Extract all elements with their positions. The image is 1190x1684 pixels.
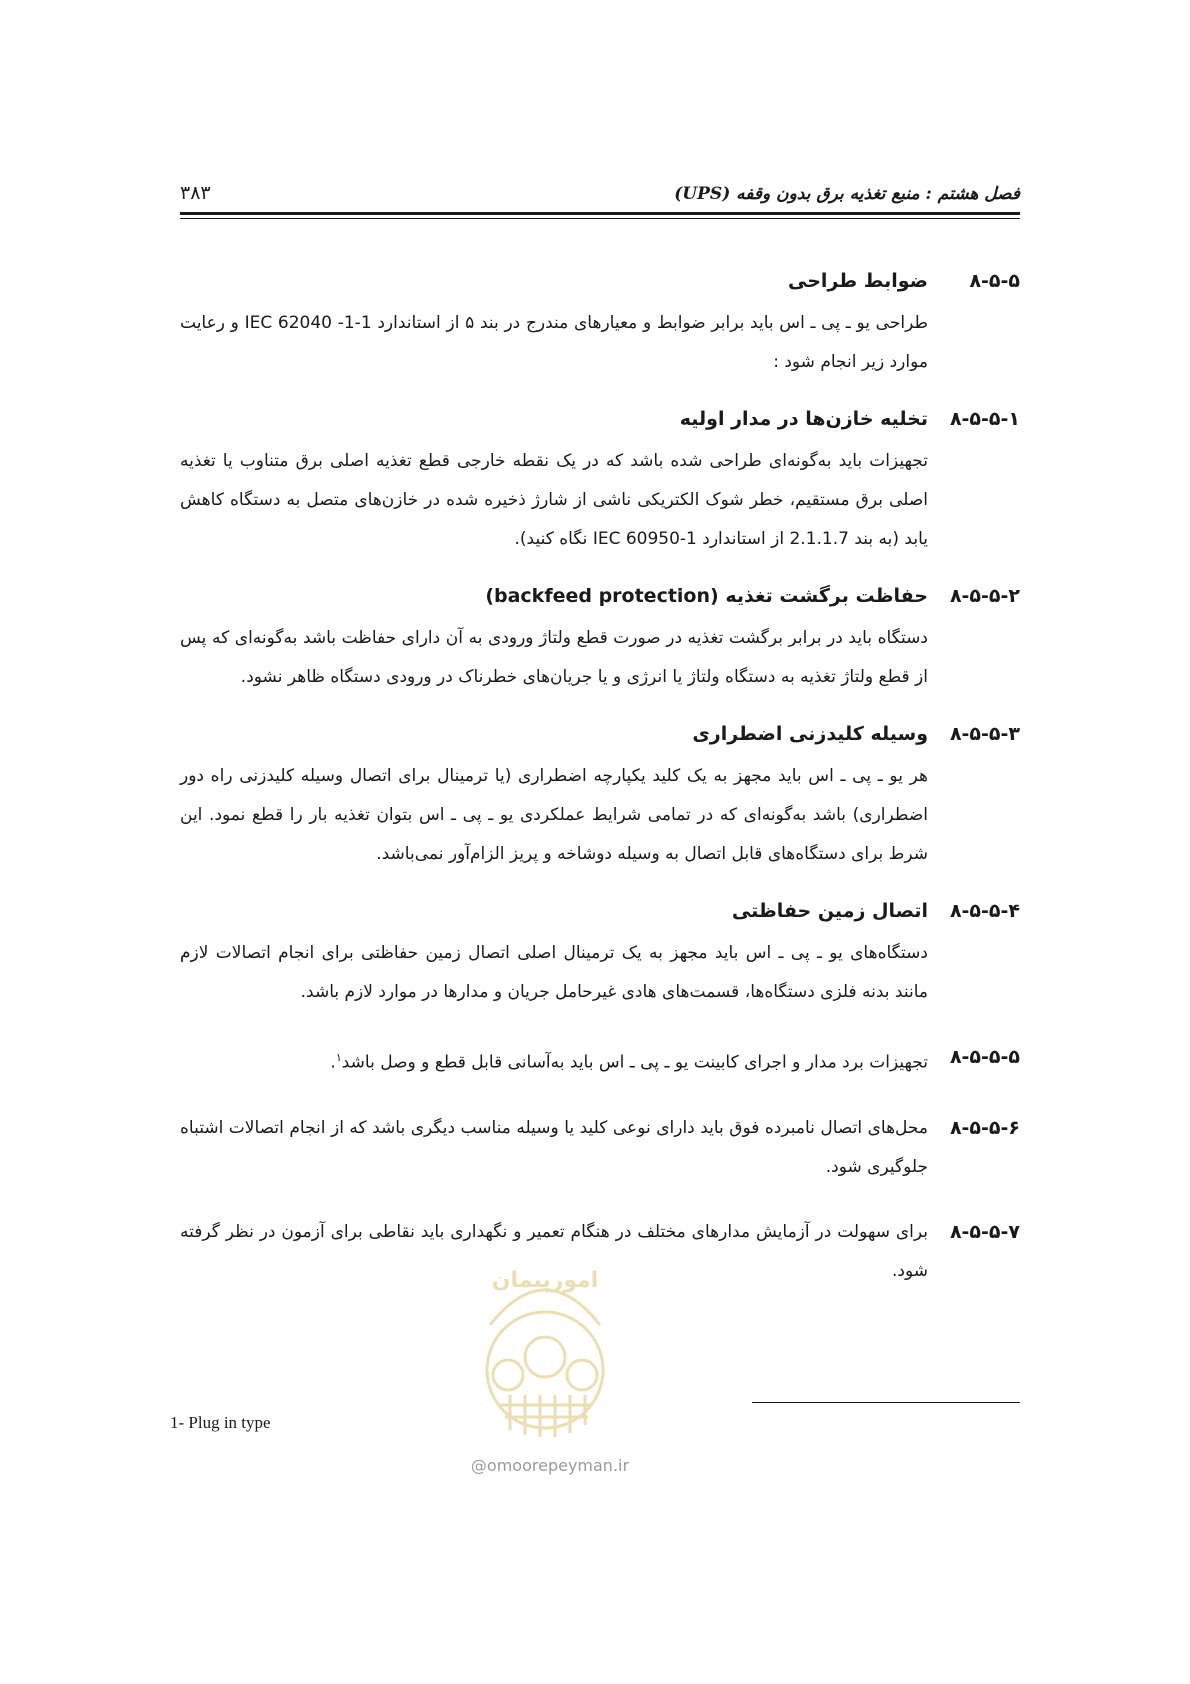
section-8-5-5-6 bbox=[180, 1109, 1020, 1187]
section-text: تجهیزات برد مدار و اجرای کابینت یو ـ پی ـ اس باید به‌آسانی قابل قطع و وصل باشد bbox=[341, 1052, 928, 1073]
section-paragraph: دستگاه‌های یو ـ پی ـ اس باید مجهز به یک ترمینال اصلی اتصال زمین حفاظتی برای انجام اتصالات لازم مانند بدنه فلزی دستگاه‌ها، قسمت‌های هادی غیرحامل جریان و مدارها در موارد لازم باشد. bbox=[180, 943, 928, 1002]
header-rule-thick bbox=[180, 212, 1020, 215]
section-number: ۸-۵-۵-۷ bbox=[949, 1220, 1020, 1243]
section-number: ۸-۵-۵-۵ bbox=[949, 1046, 1020, 1068]
section-paragraph: هر یو ـ پی ـ اس باید مجهز به یک کلید یکپارچه اضطراری (یا ترمینال برای اتصال وسیله کلیدزنی راه دور اضطراری) باشد به‌گونه‌ای که در تمامی شرایط عملکردی یو ـ پی ـ اس بتوان تغذیه بار را قطع نمود. این شرط برای دستگاه‌های قابل اتصال به وسیله دوشاخه و پریز الزام‌آور نمی‌باشد. bbox=[180, 766, 928, 864]
footnote-rule bbox=[752, 1402, 1020, 1403]
section-paragraph: طراحی یو ـ پی ـ اس باید برابر ضوابط و معیارهای مندرج در بند ۵ از استاندارد 1-1- IEC 62040 و رعایت موارد زیر انجام شود : bbox=[180, 313, 928, 372]
inline-section-row bbox=[180, 1109, 1020, 1187]
section-8-5-5 bbox=[180, 270, 1020, 382]
section-heading bbox=[180, 270, 1020, 304]
section-title: وسیله کلیدزنی اضطراری bbox=[692, 723, 928, 745]
watermark-site: @omoorepeyman.ir bbox=[470, 1456, 630, 1475]
section-number: ۸-۵-۵-۳ bbox=[949, 723, 1020, 745]
section-number: ۸-۵-۵-۲ bbox=[949, 585, 1020, 607]
chapter-title: فصل هشتم : منبع تغذیه برق بدون وقفه (UPS) bbox=[674, 184, 1020, 204]
section-title: حفاظت برگشت تغذیه (backfeed protection) bbox=[485, 585, 928, 607]
section-paragraph: دستگاه باید در برابر برگشت تغذیه در صورت قطع ولتاژ ورودی به آن دارای حفاظت باشد به‌گونه‌ای که پس از قطع ولتاژ تغذیه به دستگاه ولتاژ یا انرژی و یا جریان‌های خطرناک در ورودی دستگاه ظاهر نشود. bbox=[180, 628, 928, 687]
inline-section-row bbox=[180, 1038, 1020, 1083]
section-paragraph: تجهیزات باید به‌گونه‌ای طراحی شده باشد که در یک نقطه خارجی قطع تغذیه اصلی برق متناوب یا تغذیه اصلی برق مستقیم، خطر شوک الکتریکی ناشی از شارژ ذخیره شده در خازن‌های متصل به دستگاه کاهش یابد (به بند 2.1.1.7 از استاندارد IEC 60950-1 نگاه کنید). bbox=[180, 451, 928, 549]
section-number: ۸-۵-۵ bbox=[969, 270, 1020, 292]
footnote-reference: ۱ bbox=[335, 1051, 342, 1064]
section-number: ۸-۵-۵-۶ bbox=[949, 1116, 1020, 1139]
section-title: ضوابط طراحی bbox=[787, 270, 928, 292]
footnote: 1- Plug in type bbox=[170, 1413, 271, 1432]
section-heading bbox=[180, 408, 1020, 442]
section-8-5-5-3 bbox=[180, 723, 1020, 874]
section-8-5-5-1 bbox=[180, 408, 1020, 559]
section-heading bbox=[180, 585, 1020, 619]
section-paragraph: برای سهولت در آزمایش مدارهای مختلف در هنگام تعمیر و نگهداری باید نقاطی برای آزمون در نظر گرفته شود. bbox=[180, 1221, 928, 1281]
section-heading bbox=[180, 900, 1020, 934]
page-number: ۳۸۳ bbox=[180, 182, 211, 204]
svg-text:امورپیمان: امورپیمان bbox=[491, 1268, 599, 1293]
sentence-end: . bbox=[330, 1052, 336, 1073]
section-8-5-5-4 bbox=[180, 900, 1020, 1012]
main-content bbox=[180, 270, 1020, 1317]
section-title: اتصال زمین حفاظتی bbox=[731, 900, 928, 922]
section-paragraph: محل‌های اتصال نامبرده فوق باید دارای نوعی کلید یا وسیله مناسب دیگری باشد که از انجام اتصالات اشتباه جلوگیری شود. bbox=[180, 1117, 928, 1177]
section-title: تخلیه خازن‌ها در مدار اولیه bbox=[679, 408, 928, 430]
page-header bbox=[180, 176, 1020, 216]
watermark-logo-icon bbox=[470, 1245, 620, 1445]
section-number: ۸-۵-۵-۱ bbox=[949, 408, 1020, 430]
section-heading bbox=[180, 723, 1020, 757]
section-8-5-5-5 bbox=[180, 1038, 1020, 1083]
section-paragraph bbox=[180, 1038, 928, 1083]
header-rule-thin bbox=[180, 218, 1020, 219]
section-8-5-5-2 bbox=[180, 585, 1020, 697]
section-number: ۸-۵-۵-۴ bbox=[949, 900, 1020, 922]
